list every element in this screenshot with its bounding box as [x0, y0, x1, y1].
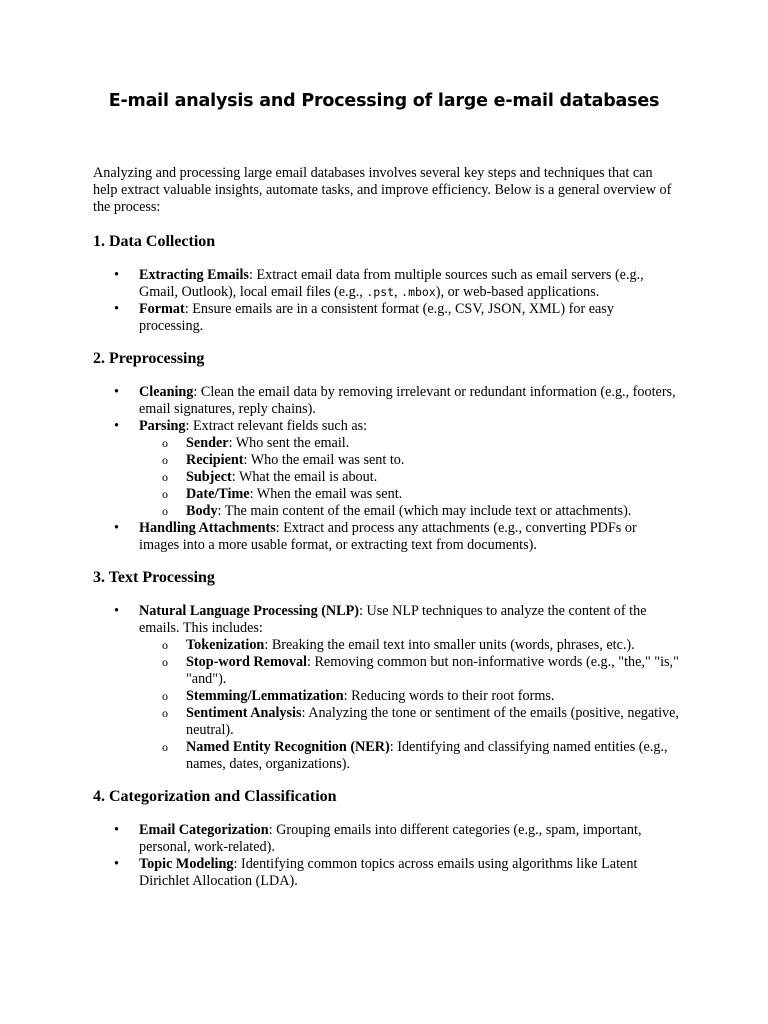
sub-list-item — [139, 435, 679, 452]
item-text: : What the email is about. — [231, 469, 378, 485]
section-heading: 1. Data Collection — [93, 233, 216, 250]
bullet-list — [93, 384, 679, 554]
item-text: : Extract email data from multiple sources such as email servers (e.g., Gmail, Outlook), local email files (e.g., — [139, 267, 644, 300]
item-text: : Removing common but non-informative words (e.g., "the," "is," "and"). — [186, 654, 679, 687]
item-term: Date/Time — [186, 486, 250, 502]
item-term: Extracting Emails — [139, 267, 249, 283]
list-item — [93, 603, 679, 773]
item-text: : Extract and process any attachments (e.g., converting PDFs or images into a more usable format, or extracting text from documents). — [139, 520, 637, 553]
item-term: Sentiment Analysis — [186, 705, 302, 721]
list-item — [93, 520, 679, 554]
item-text: : Identifying and classifying named entities (e.g., names, dates, organizations). — [186, 739, 668, 772]
item-term: Tokenization — [186, 637, 265, 653]
item-text: : Who sent the email. — [228, 435, 350, 451]
item-term: Email Categorization — [139, 822, 269, 838]
item-text: , — [394, 284, 402, 300]
code-snippet: .pst — [366, 285, 395, 299]
item-text: : Ensure emails are in a consistent format (e.g., CSV, JSON, XML) for easy processing. — [139, 301, 614, 334]
item-text: : Grouping emails into different categories (e.g., spam, important, personal, work-related). — [139, 822, 642, 855]
sub-list-item — [139, 486, 679, 503]
item-term: Cleaning — [139, 384, 194, 400]
list-item — [93, 384, 679, 418]
item-text: : When the email was sent. — [249, 486, 403, 502]
item-text: : The main content of the email (which may include text or attachments). — [217, 503, 632, 519]
sub-list-item — [139, 654, 679, 688]
item-term: Format — [139, 301, 185, 317]
item-text: : Analyzing the tone or sentiment of the emails (positive, negative, neutral). — [186, 705, 679, 738]
item-term: Stop-word Removal — [186, 654, 307, 670]
item-text: : Use NLP techniques to analyze the content of the emails. This includes: — [139, 603, 647, 636]
section-heading: 2. Preprocessing — [93, 350, 205, 367]
sub-list — [139, 435, 679, 520]
item-text: : Reducing words to their root forms. — [343, 688, 555, 704]
item-term: Parsing — [139, 418, 186, 434]
code-snippet: .mbox — [401, 285, 436, 299]
sub-list-item — [139, 739, 679, 773]
item-text: : Identifying common topics across emails using algorithms like Latent Dirichlet Allocation (LDA). — [139, 856, 638, 889]
item-text: : Clean the email data by removing irrelevant or redundant information (e.g., footers, email signatures, reply chains). — [139, 384, 676, 417]
item-term: Stemming/Lemmatization — [186, 688, 344, 704]
document-title: E-mail analysis and Processing of large e-mail databases — [108, 91, 660, 111]
item-term: Topic Modeling — [139, 856, 234, 872]
document-body — [93, 165, 679, 904]
bullet-list — [93, 822, 679, 890]
sub-list-item — [139, 637, 679, 654]
section-heading: 3. Text Processing — [93, 569, 215, 586]
item-term: Handling Attachments — [139, 520, 276, 536]
item-text: : Who the email was sent to. — [243, 452, 405, 468]
item-term: Natural Language Processing (NLP) — [139, 603, 360, 619]
bullet-list — [93, 603, 679, 773]
item-term: Named Entity Recognition (NER) — [186, 739, 390, 755]
item-term: Body — [186, 503, 218, 519]
item-text: ), or web-based applications. — [435, 284, 600, 300]
item-text: : Breaking the email text into smaller units (words, phrases, etc.). — [264, 637, 635, 653]
list-item — [93, 267, 679, 301]
sub-list-item — [139, 469, 679, 486]
sub-list-item — [139, 705, 679, 739]
item-term: Recipient — [186, 452, 244, 468]
item-term: Sender — [186, 435, 229, 451]
list-item — [93, 301, 679, 335]
bullet-list — [93, 267, 679, 335]
item-text: : Extract relevant fields such as: — [185, 418, 368, 434]
list-item — [93, 856, 679, 890]
item-term: Subject — [186, 469, 232, 485]
sub-list-item — [139, 452, 679, 469]
sub-list-item — [139, 503, 679, 520]
sub-list — [139, 637, 679, 773]
section-heading: 4. Categorization and Classification — [93, 788, 337, 805]
list-item — [93, 822, 679, 856]
list-item — [93, 418, 679, 520]
intro-paragraph: Analyzing and processing large email databases involves several key steps and techniques that can help extract valuable insights, automate tasks, and improve efficiency. Below is a general overview of the process: — [93, 165, 672, 215]
sub-list-item — [139, 688, 679, 705]
